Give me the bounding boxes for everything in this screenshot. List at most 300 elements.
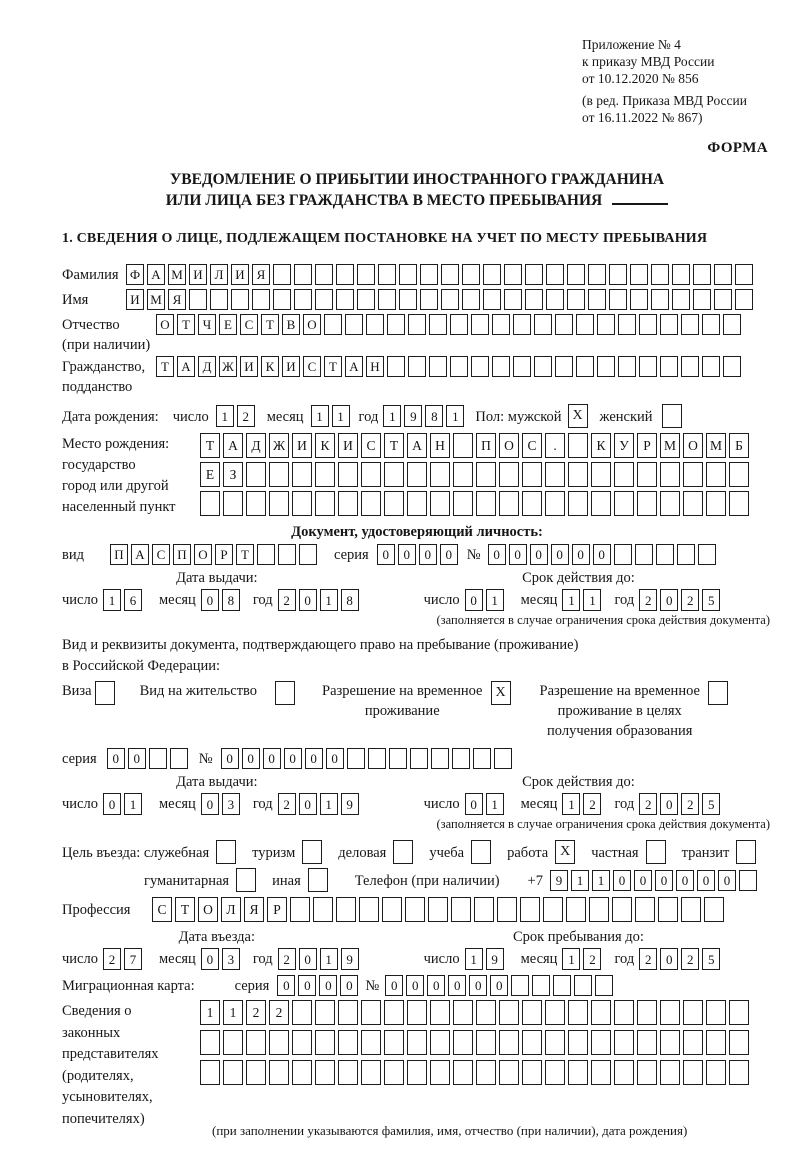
char-cell[interactable] xyxy=(618,314,636,335)
char-cell[interactable] xyxy=(545,1060,565,1085)
char-cell[interactable]: 2 xyxy=(278,589,296,611)
char-cell[interactable]: 1 xyxy=(571,870,589,891)
birth-day-cells[interactable] xyxy=(216,405,258,427)
birthplace-cells-row1[interactable] xyxy=(200,433,752,458)
char-cell[interactable] xyxy=(614,462,634,487)
char-cell[interactable]: 1 xyxy=(311,405,329,427)
char-cell[interactable] xyxy=(651,289,669,310)
char-cell[interactable] xyxy=(223,1060,243,1085)
char-cell[interactable] xyxy=(568,433,588,458)
char-cell[interactable] xyxy=(336,264,354,285)
char-cell[interactable] xyxy=(338,462,358,487)
checkbox-cell[interactable] xyxy=(95,681,115,705)
char-cell[interactable]: 2 xyxy=(681,793,699,815)
permit-issue-year-cells[interactable] xyxy=(278,793,362,815)
char-cell[interactable]: 1 xyxy=(562,793,580,815)
char-cell[interactable]: 8 xyxy=(341,589,359,611)
char-cell[interactable]: О xyxy=(198,897,218,922)
char-cell[interactable] xyxy=(525,264,543,285)
char-cell[interactable] xyxy=(269,1030,289,1055)
char-cell[interactable]: 0 xyxy=(634,870,652,891)
char-cell[interactable]: 0 xyxy=(572,544,590,565)
char-cell[interactable] xyxy=(315,1000,335,1025)
char-cell[interactable]: Л xyxy=(221,897,241,922)
checkbox-cell[interactable] xyxy=(302,840,322,864)
char-cell[interactable]: 0 xyxy=(377,544,395,565)
char-cell[interactable]: 5 xyxy=(702,948,720,970)
char-cell[interactable]: Д xyxy=(246,433,266,458)
char-cell[interactable] xyxy=(658,897,678,922)
char-cell[interactable]: 0 xyxy=(398,544,416,565)
char-cell[interactable] xyxy=(292,462,312,487)
char-cell[interactable] xyxy=(618,356,636,377)
char-cell[interactable] xyxy=(614,1060,634,1085)
char-cell[interactable]: 0 xyxy=(128,748,146,769)
char-cell[interactable]: 1 xyxy=(200,1000,220,1025)
char-cell[interactable]: 2 xyxy=(639,948,657,970)
char-cell[interactable] xyxy=(462,264,480,285)
char-cell[interactable] xyxy=(450,356,468,377)
char-cell[interactable] xyxy=(246,1030,266,1055)
char-cell[interactable]: 1 xyxy=(332,405,350,427)
char-cell[interactable]: 0 xyxy=(340,975,358,996)
char-cell[interactable] xyxy=(231,289,249,310)
char-cell[interactable] xyxy=(431,748,449,769)
sex-male-checkbox[interactable] xyxy=(568,404,591,428)
char-cell[interactable] xyxy=(387,314,405,335)
char-cell[interactable]: 0 xyxy=(305,748,323,769)
checkbox-cell[interactable] xyxy=(708,681,728,705)
char-cell[interactable] xyxy=(357,264,375,285)
char-cell[interactable] xyxy=(473,748,491,769)
char-cell[interactable] xyxy=(702,356,720,377)
char-cell[interactable]: Т xyxy=(177,314,195,335)
char-cell[interactable]: З xyxy=(223,462,243,487)
char-cell[interactable] xyxy=(739,870,757,891)
char-cell[interactable]: 2 xyxy=(269,1000,289,1025)
purpose-humanitarian-checkbox[interactable] xyxy=(236,868,259,892)
char-cell[interactable]: И xyxy=(231,264,249,285)
char-cell[interactable] xyxy=(568,1030,588,1055)
patronymic-cells[interactable] xyxy=(156,314,744,335)
char-cell[interactable] xyxy=(609,264,627,285)
char-cell[interactable] xyxy=(223,1030,243,1055)
char-cell[interactable] xyxy=(430,1030,450,1055)
char-cell[interactable] xyxy=(555,314,573,335)
char-cell[interactable] xyxy=(706,491,726,516)
permit-number-cells[interactable] xyxy=(221,748,515,769)
char-cell[interactable]: И xyxy=(292,433,312,458)
char-cell[interactable] xyxy=(567,264,585,285)
char-cell[interactable] xyxy=(677,544,695,565)
char-cell[interactable] xyxy=(588,264,606,285)
phone-cells[interactable] xyxy=(550,870,760,891)
char-cell[interactable]: 5 xyxy=(702,793,720,815)
char-cell[interactable] xyxy=(315,491,335,516)
char-cell[interactable]: 2 xyxy=(278,948,296,970)
char-cell[interactable] xyxy=(338,1030,358,1055)
char-cell[interactable] xyxy=(462,289,480,310)
char-cell[interactable]: Т xyxy=(156,356,174,377)
char-cell[interactable]: 0 xyxy=(284,748,302,769)
char-cell[interactable] xyxy=(588,289,606,310)
char-cell[interactable] xyxy=(387,356,405,377)
char-cell[interactable] xyxy=(366,314,384,335)
checkbox-cell[interactable] xyxy=(662,404,682,428)
char-cell[interactable]: Л xyxy=(210,264,228,285)
surname-cells[interactable] xyxy=(126,264,756,285)
char-cell[interactable] xyxy=(672,289,690,310)
char-cell[interactable]: 0 xyxy=(221,748,239,769)
representatives-cells-row2[interactable] xyxy=(200,1030,752,1055)
checkbox-cell[interactable]: X xyxy=(555,840,575,864)
purpose-study-checkbox[interactable] xyxy=(471,840,494,864)
char-cell[interactable]: О xyxy=(499,433,519,458)
char-cell[interactable] xyxy=(729,1000,749,1025)
visa-checkbox[interactable] xyxy=(95,681,118,705)
entry-month-cells[interactable] xyxy=(201,948,243,970)
char-cell[interactable] xyxy=(315,1030,335,1055)
representatives-cells-row3[interactable] xyxy=(200,1060,752,1085)
char-cell[interactable]: О xyxy=(683,433,703,458)
char-cell[interactable]: 0 xyxy=(697,870,715,891)
id-issue-day-cells[interactable] xyxy=(103,589,145,611)
char-cell[interactable] xyxy=(384,1060,404,1085)
char-cell[interactable]: 0 xyxy=(201,589,219,611)
char-cell[interactable] xyxy=(407,1030,427,1055)
char-cell[interactable]: Н xyxy=(430,433,450,458)
char-cell[interactable] xyxy=(429,314,447,335)
char-cell[interactable] xyxy=(683,1000,703,1025)
birthplace-cells-row2[interactable] xyxy=(200,462,752,487)
char-cell[interactable]: 2 xyxy=(246,1000,266,1025)
char-cell[interactable] xyxy=(534,314,552,335)
char-cell[interactable] xyxy=(384,462,404,487)
char-cell[interactable] xyxy=(520,897,540,922)
char-cell[interactable] xyxy=(315,289,333,310)
permit-valid-month-cells[interactable] xyxy=(562,793,604,815)
char-cell[interactable] xyxy=(681,356,699,377)
char-cell[interactable]: Е xyxy=(219,314,237,335)
char-cell[interactable] xyxy=(591,491,611,516)
char-cell[interactable] xyxy=(683,491,703,516)
char-cell[interactable] xyxy=(299,544,317,565)
char-cell[interactable] xyxy=(290,897,310,922)
char-cell[interactable] xyxy=(574,975,592,996)
char-cell[interactable]: 2 xyxy=(681,948,699,970)
char-cell[interactable] xyxy=(735,289,753,310)
char-cell[interactable]: 1 xyxy=(383,405,401,427)
char-cell[interactable] xyxy=(441,264,459,285)
char-cell[interactable]: 1 xyxy=(592,870,610,891)
purpose-business-checkbox[interactable] xyxy=(393,840,416,864)
char-cell[interactable] xyxy=(706,1060,726,1085)
char-cell[interactable] xyxy=(729,462,749,487)
char-cell[interactable] xyxy=(545,1030,565,1055)
char-cell[interactable]: С xyxy=(303,356,321,377)
char-cell[interactable] xyxy=(170,748,188,769)
char-cell[interactable] xyxy=(499,1060,519,1085)
char-cell[interactable]: С xyxy=(361,433,381,458)
char-cell[interactable] xyxy=(637,1030,657,1055)
char-cell[interactable] xyxy=(492,314,510,335)
char-cell[interactable] xyxy=(494,748,512,769)
char-cell[interactable]: Я xyxy=(244,897,264,922)
char-cell[interactable]: 0 xyxy=(299,793,317,815)
char-cell[interactable] xyxy=(660,1000,680,1025)
char-cell[interactable]: 1 xyxy=(103,589,121,611)
migration-series-cells[interactable] xyxy=(277,975,361,996)
char-cell[interactable] xyxy=(681,897,701,922)
char-cell[interactable]: 0 xyxy=(593,544,611,565)
char-cell[interactable] xyxy=(499,491,519,516)
char-cell[interactable] xyxy=(361,1000,381,1025)
char-cell[interactable]: Е xyxy=(200,462,220,487)
char-cell[interactable] xyxy=(660,462,680,487)
char-cell[interactable] xyxy=(522,1030,542,1055)
char-cell[interactable]: 0 xyxy=(448,975,466,996)
permit-series-cells[interactable] xyxy=(107,748,191,769)
char-cell[interactable] xyxy=(706,1000,726,1025)
purpose-transit-checkbox[interactable] xyxy=(736,840,759,864)
char-cell[interactable] xyxy=(589,897,609,922)
char-cell[interactable]: Т xyxy=(200,433,220,458)
char-cell[interactable]: 2 xyxy=(639,589,657,611)
char-cell[interactable] xyxy=(361,491,381,516)
char-cell[interactable]: 1 xyxy=(320,948,338,970)
representatives-cells-row1[interactable] xyxy=(200,1000,752,1025)
temp-residence-checkbox[interactable] xyxy=(491,681,514,705)
char-cell[interactable] xyxy=(361,462,381,487)
char-cell[interactable] xyxy=(714,289,732,310)
entry-year-cells[interactable] xyxy=(278,948,362,970)
char-cell[interactable]: Н xyxy=(366,356,384,377)
char-cell[interactable]: 0 xyxy=(319,975,337,996)
char-cell[interactable] xyxy=(405,897,425,922)
char-cell[interactable] xyxy=(504,289,522,310)
char-cell[interactable]: 1 xyxy=(446,405,464,427)
char-cell[interactable] xyxy=(651,264,669,285)
char-cell[interactable]: 2 xyxy=(639,793,657,815)
char-cell[interactable]: 1 xyxy=(486,793,504,815)
char-cell[interactable] xyxy=(681,314,699,335)
char-cell[interactable] xyxy=(504,264,522,285)
char-cell[interactable]: Я xyxy=(168,289,186,310)
char-cell[interactable] xyxy=(630,289,648,310)
char-cell[interactable]: 1 xyxy=(486,589,504,611)
char-cell[interactable]: 0 xyxy=(676,870,694,891)
char-cell[interactable]: 0 xyxy=(465,589,483,611)
char-cell[interactable] xyxy=(384,1000,404,1025)
char-cell[interactable]: 0 xyxy=(385,975,403,996)
char-cell[interactable]: 0 xyxy=(406,975,424,996)
char-cell[interactable]: 1 xyxy=(216,405,234,427)
char-cell[interactable] xyxy=(361,1030,381,1055)
id-issue-month-cells[interactable] xyxy=(201,589,243,611)
char-cell[interactable] xyxy=(597,314,615,335)
char-cell[interactable]: 0 xyxy=(427,975,445,996)
char-cell[interactable] xyxy=(269,1060,289,1085)
char-cell[interactable] xyxy=(338,1060,358,1085)
char-cell[interactable] xyxy=(407,491,427,516)
char-cell[interactable] xyxy=(441,289,459,310)
char-cell[interactable]: 0 xyxy=(465,793,483,815)
char-cell[interactable] xyxy=(399,289,417,310)
char-cell[interactable] xyxy=(639,356,657,377)
char-cell[interactable]: С xyxy=(152,544,170,565)
char-cell[interactable]: 5 xyxy=(702,589,720,611)
char-cell[interactable] xyxy=(637,1060,657,1085)
char-cell[interactable] xyxy=(702,314,720,335)
char-cell[interactable]: Т xyxy=(175,897,195,922)
char-cell[interactable]: 0 xyxy=(660,589,678,611)
id-issue-year-cells[interactable] xyxy=(278,589,362,611)
char-cell[interactable] xyxy=(200,1060,220,1085)
char-cell[interactable]: 1 xyxy=(583,589,601,611)
char-cell[interactable] xyxy=(614,1000,634,1025)
char-cell[interactable]: 1 xyxy=(320,793,338,815)
char-cell[interactable] xyxy=(384,1030,404,1055)
char-cell[interactable]: Б xyxy=(729,433,749,458)
char-cell[interactable]: 0 xyxy=(201,793,219,815)
char-cell[interactable] xyxy=(637,491,657,516)
char-cell[interactable]: 0 xyxy=(242,748,260,769)
char-cell[interactable] xyxy=(591,1000,611,1025)
char-cell[interactable] xyxy=(476,1060,496,1085)
char-cell[interactable]: 9 xyxy=(550,870,568,891)
char-cell[interactable]: Т xyxy=(236,544,254,565)
char-cell[interactable]: 0 xyxy=(326,748,344,769)
char-cell[interactable] xyxy=(513,356,531,377)
char-cell[interactable]: 0 xyxy=(299,948,317,970)
char-cell[interactable] xyxy=(497,897,517,922)
name-cells[interactable] xyxy=(126,289,756,310)
char-cell[interactable] xyxy=(149,748,167,769)
char-cell[interactable]: И xyxy=(282,356,300,377)
purpose-private-checkbox[interactable] xyxy=(646,840,669,864)
char-cell[interactable] xyxy=(294,264,312,285)
char-cell[interactable] xyxy=(698,544,716,565)
char-cell[interactable] xyxy=(474,897,494,922)
char-cell[interactable] xyxy=(672,264,690,285)
char-cell[interactable] xyxy=(546,264,564,285)
char-cell[interactable]: 9 xyxy=(404,405,422,427)
char-cell[interactable] xyxy=(614,544,632,565)
char-cell[interactable]: С xyxy=(522,433,542,458)
doc-series-cells[interactable] xyxy=(377,544,461,565)
char-cell[interactable]: М xyxy=(660,433,680,458)
char-cell[interactable] xyxy=(313,897,333,922)
char-cell[interactable] xyxy=(452,748,470,769)
char-cell[interactable] xyxy=(453,433,473,458)
char-cell[interactable]: 1 xyxy=(223,1000,243,1025)
char-cell[interactable]: В xyxy=(282,314,300,335)
char-cell[interactable] xyxy=(336,897,356,922)
char-cell[interactable]: 1 xyxy=(124,793,142,815)
migration-number-cells[interactable] xyxy=(385,975,616,996)
char-cell[interactable] xyxy=(345,314,363,335)
birthplace-cells-row3[interactable] xyxy=(200,491,752,516)
char-cell[interactable] xyxy=(499,462,519,487)
char-cell[interactable]: Р xyxy=(215,544,233,565)
char-cell[interactable] xyxy=(361,1060,381,1085)
char-cell[interactable] xyxy=(534,356,552,377)
purpose-other-checkbox[interactable] xyxy=(308,868,331,892)
char-cell[interactable] xyxy=(257,544,275,565)
char-cell[interactable] xyxy=(609,289,627,310)
char-cell[interactable] xyxy=(545,491,565,516)
char-cell[interactable]: Ж xyxy=(219,356,237,377)
char-cell[interactable] xyxy=(378,289,396,310)
char-cell[interactable] xyxy=(315,462,335,487)
char-cell[interactable] xyxy=(522,462,542,487)
char-cell[interactable]: 0 xyxy=(201,948,219,970)
char-cell[interactable] xyxy=(451,897,471,922)
char-cell[interactable] xyxy=(545,462,565,487)
char-cell[interactable] xyxy=(483,264,501,285)
char-cell[interactable] xyxy=(430,1000,450,1025)
char-cell[interactable] xyxy=(612,897,632,922)
char-cell[interactable] xyxy=(706,1030,726,1055)
char-cell[interactable] xyxy=(347,748,365,769)
char-cell[interactable] xyxy=(522,491,542,516)
char-cell[interactable] xyxy=(545,1000,565,1025)
char-cell[interactable]: 2 xyxy=(103,948,121,970)
char-cell[interactable]: К xyxy=(315,433,335,458)
stay-year-cells[interactable] xyxy=(639,948,723,970)
char-cell[interactable]: Р xyxy=(267,897,287,922)
char-cell[interactable] xyxy=(660,356,678,377)
char-cell[interactable] xyxy=(273,289,291,310)
char-cell[interactable] xyxy=(430,462,450,487)
char-cell[interactable]: 0 xyxy=(298,975,316,996)
char-cell[interactable]: Ж xyxy=(269,433,289,458)
char-cell[interactable] xyxy=(656,544,674,565)
char-cell[interactable]: 3 xyxy=(222,793,240,815)
doc-number-cells[interactable] xyxy=(488,544,719,565)
char-cell[interactable]: К xyxy=(591,433,611,458)
char-cell[interactable]: С xyxy=(240,314,258,335)
char-cell[interactable] xyxy=(429,356,447,377)
char-cell[interactable]: А xyxy=(177,356,195,377)
char-cell[interactable]: 0 xyxy=(660,793,678,815)
char-cell[interactable] xyxy=(723,314,741,335)
char-cell[interactable] xyxy=(420,264,438,285)
char-cell[interactable] xyxy=(408,314,426,335)
char-cell[interactable] xyxy=(591,1060,611,1085)
purpose-tourism-checkbox[interactable] xyxy=(302,840,325,864)
char-cell[interactable] xyxy=(407,462,427,487)
residence-permit-checkbox[interactable] xyxy=(275,681,298,705)
checkbox-cell[interactable] xyxy=(275,681,295,705)
checkbox-cell[interactable] xyxy=(736,840,756,864)
char-cell[interactable] xyxy=(660,1060,680,1085)
char-cell[interactable]: 0 xyxy=(660,948,678,970)
char-cell[interactable] xyxy=(568,462,588,487)
char-cell[interactable]: 2 xyxy=(583,793,601,815)
char-cell[interactable]: 2 xyxy=(278,793,296,815)
char-cell[interactable]: А xyxy=(407,433,427,458)
char-cell[interactable] xyxy=(315,264,333,285)
char-cell[interactable] xyxy=(389,748,407,769)
char-cell[interactable]: 0 xyxy=(551,544,569,565)
stay-day-cells[interactable] xyxy=(465,948,507,970)
char-cell[interactable] xyxy=(597,356,615,377)
char-cell[interactable]: 0 xyxy=(488,544,506,565)
char-cell[interactable] xyxy=(359,897,379,922)
purpose-work-checkbox[interactable] xyxy=(555,840,578,864)
char-cell[interactable]: 8 xyxy=(425,405,443,427)
